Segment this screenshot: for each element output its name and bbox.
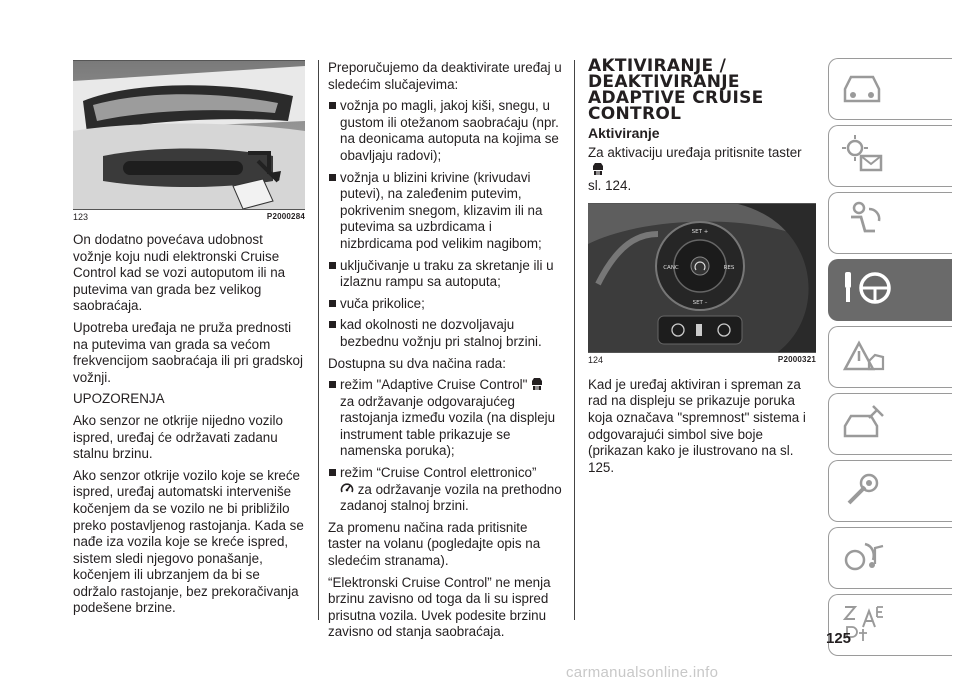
chapter-tabs	[828, 58, 952, 661]
paragraph: Ako senzor ne otkrije nijedno vozilo ispred, uređaj će održavati zadanu stalnu brzinu.	[73, 412, 283, 462]
column-divider	[574, 60, 575, 620]
list-item: vuča prikolice;	[328, 296, 562, 313]
mode-label: režim “Cruise Control elettronico”	[340, 465, 537, 481]
page-number: 125	[826, 630, 852, 647]
tab-technical-data[interactable]	[828, 460, 952, 522]
watermark: carmanualsonline.info	[566, 664, 719, 681]
column-divider	[318, 60, 319, 620]
figure-123-caption	[73, 212, 305, 222]
paragraph: Ako senzor otkrije vozilo koje se kreće ispred, uređaj automatski interveniše kočenjem da se vozilo ne bi približilo preko postavljenog rastojanja. Kada se nađe iza vozila koje se kreće ispred, sistem sledi njegovo ponašanje, kočenjem ili ubrzanjem da bi se održalo rastojanje, bez prekoračivanja podešene brzine.	[73, 467, 304, 616]
figure-code: P2000321	[777, 354, 816, 364]
list-item: vožnja po magli, jakoj kiši, snegu, u gustom ili otežanom saobraćaju (npr. na deonicama autoputa na kojima se obavljaju radovi);	[328, 98, 562, 164]
figure-code: P2000284	[266, 212, 305, 221]
paragraph: Dostupna su dva načina rada:	[328, 355, 506, 371]
paragraph-text: Za aktivaciju uređaja pritisnite taster	[588, 145, 802, 160]
tab-emergency[interactable]	[828, 326, 952, 388]
title-line: ADAPTIVE CRUISE	[588, 88, 764, 108]
mode-description: za održavanje vozila na prethodno zadanoj stalnoj brzini.	[340, 481, 562, 514]
figure-124-steering-wheel	[588, 203, 816, 353]
warning-heading: UPOZORENJA	[73, 391, 165, 407]
mode-label: režim "Adaptive Cruise Control"	[340, 377, 528, 393]
list-item: vožnja u blizini krivine (krivudavi putevi), na zaleđenim putevim, pokrivenim snegom, klizavim ili na putevima sa uzbrdicama i nizbrdicama pod velikim nagibom;	[328, 170, 562, 253]
tab-multimedia[interactable]	[828, 527, 952, 589]
cruise-control-icon	[340, 482, 354, 496]
tab-dashboard[interactable]	[828, 58, 952, 120]
figure-123-headlight-photo	[73, 60, 305, 210]
car-front-illustration	[73, 61, 305, 209]
list-item-mode-acc	[328, 377, 562, 460]
list-item: uključivanje u traku za skretanje ili u izlaznu rampu sa autoputa;	[328, 258, 562, 291]
mode-description: za održavanje odgovarajućeg rastojanja između vozila (na displeju instrument table prikazuje se namenska poruka);	[340, 393, 556, 459]
column-right	[588, 56, 816, 481]
paragraph-activation	[588, 145, 816, 195]
paragraph: On dodatno povećava udobnost vožnje koju nudi elektronski Cruise Control kad se vozi autoputom ili na putevima van grada bez velikog saobraćaja.	[73, 232, 286, 314]
acc-car-icon	[530, 377, 544, 391]
tab-safety[interactable]	[828, 192, 952, 254]
paragraph: Kad je uređaj aktiviran i spreman za rad na displeju se prikazuje poruka koja označava "spremnost" sistema i odgovarajući simbol sive boje (prikazan kako je ilustrovano na sl. 125.	[588, 376, 806, 475]
seat-airbag-icon	[839, 199, 887, 245]
sun-envelope-icon	[839, 132, 887, 178]
list-item: kad okolnosti ne dozvoljavaju bezbednu vožnju pri stalnoj brzini.	[328, 317, 562, 350]
figure-124-caption	[588, 355, 816, 365]
multimedia-icon	[839, 534, 887, 580]
canc-label: CANC	[663, 264, 679, 271]
steering-wheel-controls-illustration	[588, 204, 816, 352]
title-line: DEAKTIVIRANJE	[588, 72, 740, 92]
car-dashboard-icon	[839, 65, 887, 111]
res-label: RES	[723, 264, 735, 271]
column-middle	[328, 60, 562, 646]
tab-warning-lights[interactable]	[828, 125, 952, 187]
figure-reference: sl. 124.	[588, 178, 632, 194]
acc-car-icon	[591, 162, 605, 176]
section-title	[588, 58, 816, 122]
paragraph: Upotreba uređaja ne pruža prednosti na putevima van grada sa većom frekvencijom saobraćaja ili pri gradskoj vožnji.	[73, 319, 303, 385]
set-plus-label: SET +	[691, 228, 709, 235]
column-left	[73, 60, 305, 622]
tab-starting-driving[interactable]	[828, 259, 952, 321]
set-minus-label: SET –	[692, 299, 708, 306]
figure-number: 123	[73, 212, 89, 222]
list-item-mode-cc	[328, 465, 562, 515]
paragraph: “Elektronski Cruise Control” ne menja brzinu zavisno od toga da li su ispred prisutna vozila. Uvek podesite brzinu zavisno od stanja saobraćaja.	[328, 574, 551, 640]
title-line: CONTROL	[588, 104, 682, 124]
subsection-title: Aktiviranje	[588, 125, 660, 141]
wrench-gear-icon	[839, 467, 887, 513]
car-service-icon	[839, 400, 887, 446]
key-steering-wheel-icon	[839, 266, 897, 312]
title-line: AKTIVIRANJE /	[588, 56, 727, 76]
paragraph: Preporučujemo da deaktivirate uređaj u sledećim slučajevima:	[328, 60, 562, 92]
warning-triangle-car-icon	[839, 333, 887, 379]
figure-number: 124	[588, 354, 604, 365]
paragraph: Za promenu načina rada pritisnite taster na volanu (pogledajte opis na sledećim stranama).	[328, 519, 541, 569]
tab-maintenance[interactable]	[828, 393, 952, 455]
